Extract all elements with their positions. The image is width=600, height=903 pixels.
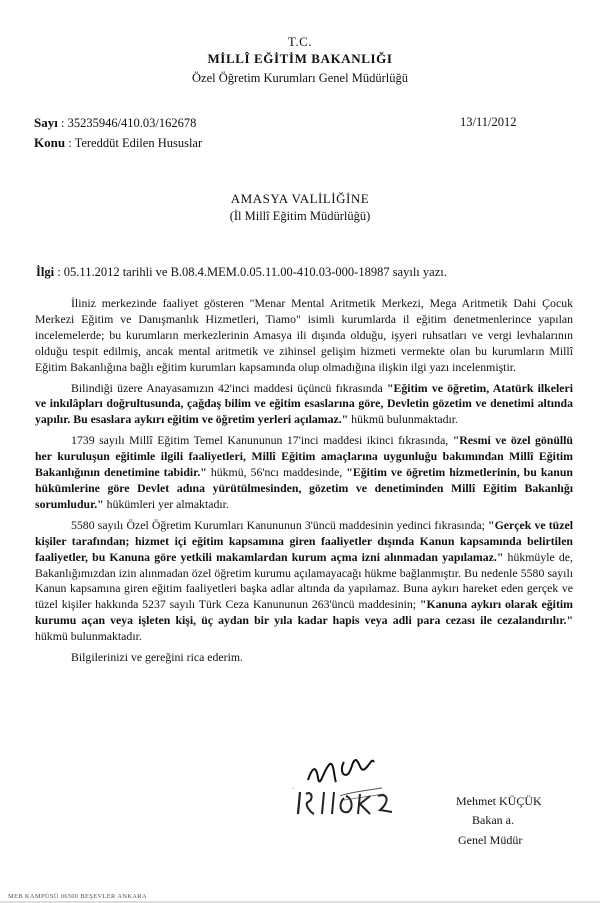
recipient-title: AMASYA VALİLİĞİNE: [230, 191, 370, 206]
handwritten-date: [292, 784, 402, 824]
law-5580-quote: "Gerçek ve tüzel kişiler tarafından; hizmet içi eğitim kapsamına giren faaliyetler dışında Kanun kapsamında belirtilen faaliyetler, bu Kanuna göre yetkili makamlardan kurum açma izni alınmadan yapılamaz.": [35, 517, 573, 564]
paragraph-3: [35, 433, 573, 513]
header-directorate: Özel Öğretim Kurumları Genel Müdürlüğü: [192, 71, 408, 85]
paragraph-2-end: hükmü bulunmaktadır.: [348, 412, 458, 427]
signatory-title: Bakan a.: [472, 813, 514, 827]
konu-label: Konu: [34, 135, 66, 150]
reference-line: [36, 265, 447, 280]
reference-number: [34, 115, 196, 131]
sayi-label: Sayı: [34, 115, 58, 130]
paragraph-3-mid: hükmü, 56'ncı maddesinde,: [206, 465, 347, 480]
law-1739-quote-1: "Resmi ve özel gönüllü her kuruluşun eğitimle ilgili faaliyetleri, Millî Eğitim amaçlarına uygunluğu bakımından Millî Eğitim Bakanlığının denetimine tabidir.": [35, 433, 573, 480]
ilgi-value: : 05.11.2012 tarihli ve B.08.4.MEM.0.05.11.00-410.03-000-18987 sayılı yazı.: [57, 265, 447, 279]
law-1739-quote-2: "Eğitim ve öğretim hizmetlerinin, bu kanun hükümlerine göre Devlet adına yürütülmesinden, gözetim ve denetiminden Millî Eğitim Bakanlığı sorumludur.": [35, 465, 573, 511]
paragraph-3-end: hükümleri yer almaktadır.: [103, 496, 229, 511]
header-ministry: MİLLÎ EĞİTİM BAKANLIĞI: [207, 51, 393, 66]
scan-bottom-edge: [0, 897, 600, 903]
signatory-position: Genel Müdür: [458, 833, 523, 847]
paragraph-5: Bilgilerinizi ve gereğini rica ederim.: [71, 650, 243, 665]
footer-address: MEB KAMPÜSÜ 06500 BEŞEVLER ANKARA: [8, 893, 147, 900]
paragraph-4-text: 5580 sayılı Özel Öğretim Kurumları Kanununun 3'üncü maddesinin yedinci fıkrasında;: [71, 517, 489, 532]
paragraph-2-text: Bilindiği üzere Anayasamızın 42'inci maddesi üçüncü fıkrasında: [71, 380, 387, 395]
sayi-value: : 35235946/410.03/162678: [60, 116, 197, 130]
paragraph-4: [35, 518, 573, 645]
recipient-subtitle: (İl Millî Eğitim Müdürlüğü): [229, 209, 371, 223]
document-date: 13/11/2012: [460, 115, 517, 129]
konu-value: : Tereddüt Edilen Hususlar: [68, 136, 203, 150]
svg-text:-: -: [292, 786, 294, 792]
paragraph-2: [35, 381, 573, 429]
letter-body: [35, 296, 573, 671]
paragraph-1: İliniz merkezinde faaliyet gösteren "Menar Mental Aritmetik Merkezi, Mega Aritmetik Dahi Çocuk Merkezi Eğitim ve Danışmanlık Hizmetleri, Tiamo" isimli kurumlarda il eğitim denetmenlerince yapılan incelemelerde; bu kurumların merkezlerinin Amasya ili dışında olduğu, işyeri ruhsatları ve vergi levhalarının olduğu tespit edilmiş, ancak mental aritmetik ve zihinsel gelişim hizmeti vermekte olan bu kurumların Millî Eğitim Bakanlığına bağlı eğitim kurumları kapsamında olup olmadığına ilişkin ilgi yazı incelenmiştir.: [35, 296, 573, 374]
law-5237-quote: "Kanuna aykırı olarak eğitim kurumu açan veya işleten kişi, üç aydan bir yıla kadar hapis veya adli para cezası ile cezalandırılır.": [35, 597, 573, 628]
constitution-quote: "Eğitim ve öğretim, Atatürk ilkeleri ve inkılâpları doğrultusunda, çağdaş bilim ve eğitim esaslarına göre, Devletin gözetim ve denetimi altında yapılır. Bu esaslara aykırı eğitim ve öğretim yerleri açılamaz.": [35, 380, 573, 427]
ilgi-label: İlgi: [36, 265, 55, 279]
subject-line: [34, 135, 202, 151]
paragraph-3-text: 1739 sayılı Millî Eğitim Temel Kanununun 17'inci maddesi ikinci fıkrasında,: [71, 433, 453, 448]
paragraph-4-mid: hükmüyle de, Bakanlığımızdan izin alınmadan özel öğretim kurumu açılamayacağı hükme bağlanmıştır. Bu nedenle 5580 sayılı Kanun kapsamına giren eğitim faaliyetleri başka adlar altında da yapılamaz. Buna aykırı hareket eden gerçek ve tüzel kişiler hakkında 5237 sayılı Türk Ceza Kanununun 263'üncü maddesinin;: [35, 549, 573, 612]
paragraph-4-end: hükmü bulunmaktadır.: [35, 629, 142, 644]
signatory-name: Mehmet KÜÇÜK: [456, 794, 542, 808]
header-country: T.C.: [287, 34, 313, 49]
